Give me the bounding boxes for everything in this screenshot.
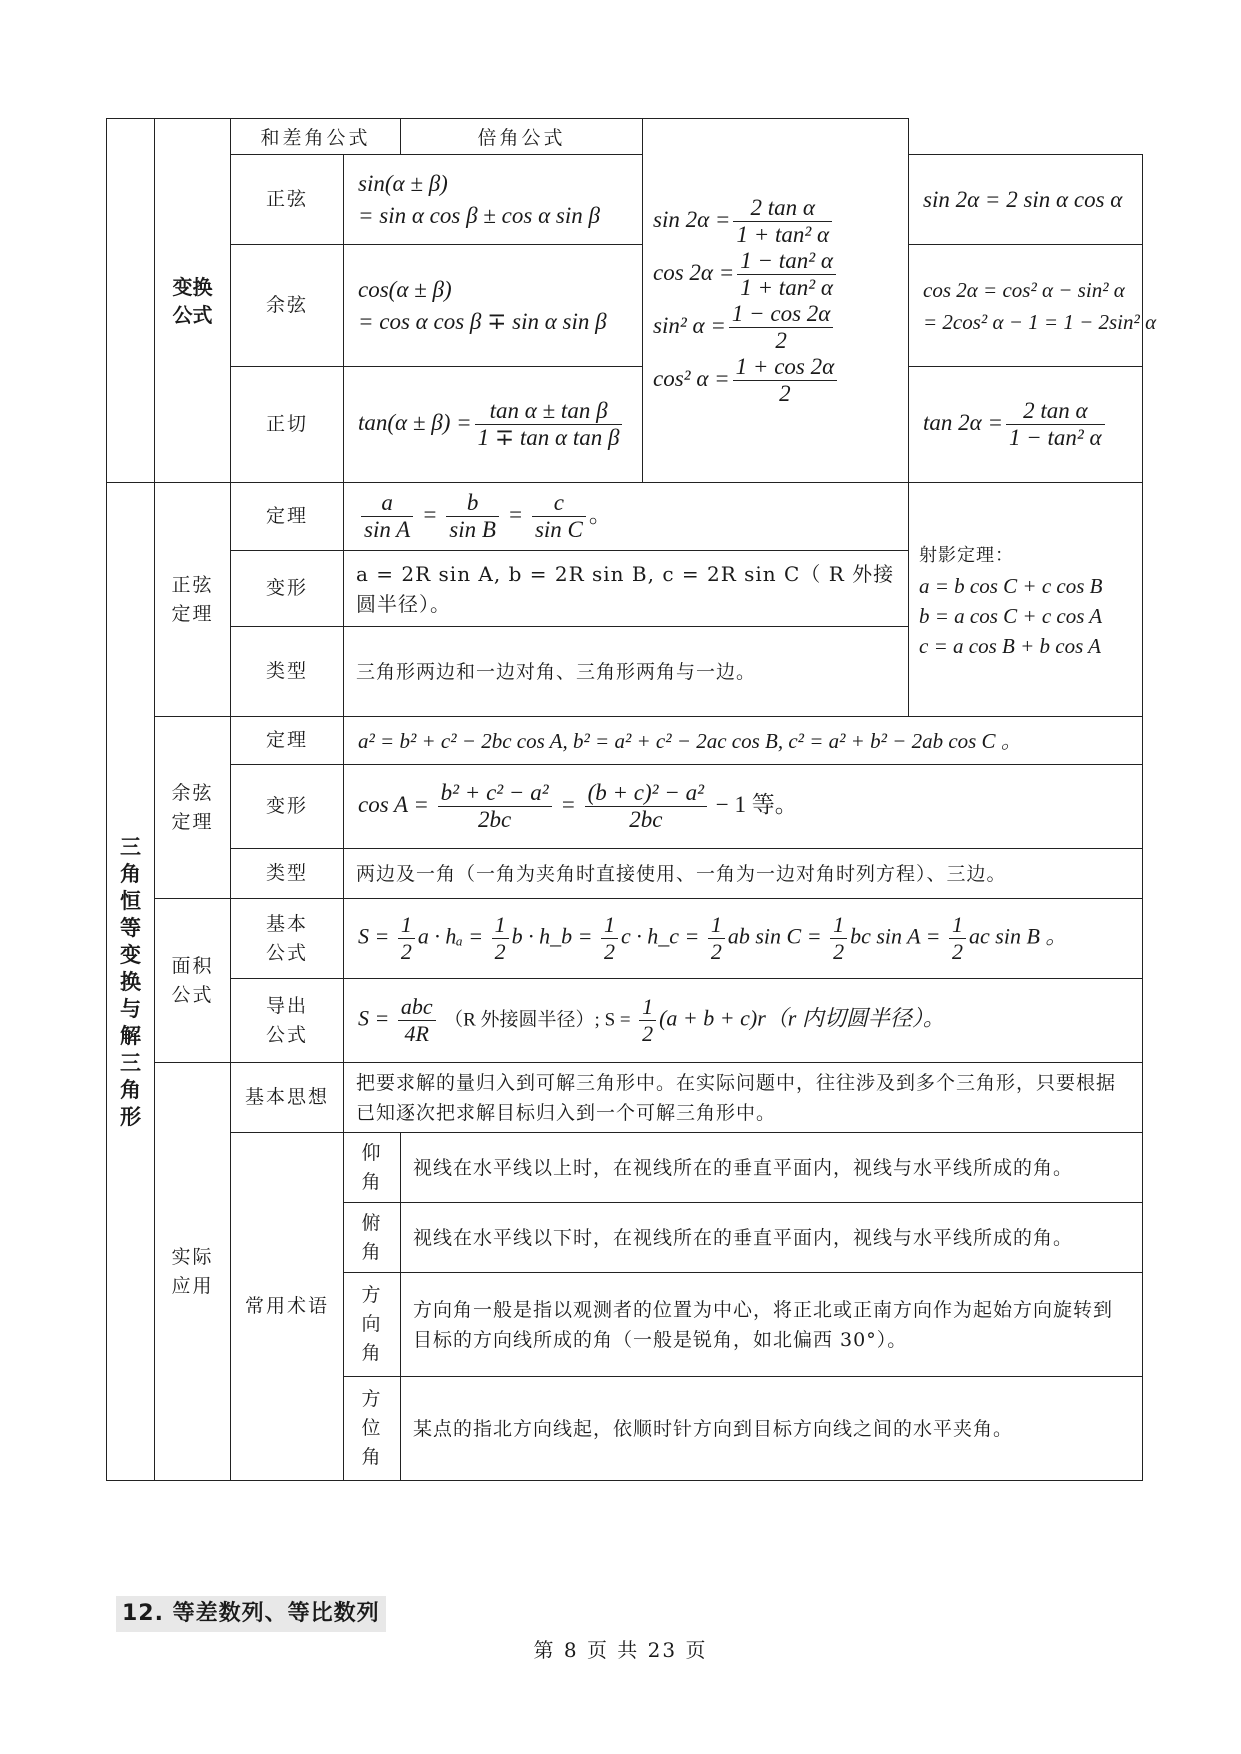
term-name-1: 仰角 bbox=[344, 1133, 401, 1203]
area-basic-formula: S = $\frac{1}{2}$ a · hₐ = $\frac{1}{2}$ b · h_b = $\frac{1}{2}$ c · h_c = $\frac{1}{2}$ ab sin C = $\frac{1}{2}$ bc sin A = $\frac{1}{2}$ ac sin B 。 bbox=[344, 899, 1143, 979]
vertical-title-char: 角 bbox=[120, 1077, 141, 1102]
row-label-cosine: 余弦 bbox=[231, 245, 344, 367]
term-desc-3: 方向角一般是指以观测者的位置为中心，将正北或正南方向作为起始方向旋转到目标的方向线所成的角（一般是锐角，如北偏西 30°）。 bbox=[401, 1273, 1143, 1377]
sine-theorem-formula: $\frac{a}{\text{sin A}}$ = $\frac{b}{\text{sin B}}$ = $\frac{c}{\text{sin C}}$ 。 bbox=[344, 483, 909, 551]
derived-1: sin 2α = $\frac{\text{2 tan α}}{\text{1 + tan² α}}$ bbox=[653, 195, 898, 248]
sine-double-formula: sin 2α = 2 sin α cos α bbox=[909, 155, 1143, 245]
area-derived-formula: S = $\frac{\text{abc}}{4R}$ （R 外接圆半径）; S = $\frac{1}{2}$ (a + b + c)r（r 内切圆半径）。 bbox=[344, 979, 1143, 1063]
cosine-variant-label: 变形 bbox=[231, 765, 344, 849]
blank-cell bbox=[107, 119, 155, 483]
derived-double-angle bbox=[643, 119, 909, 483]
sine-variant-text: a = 2R sin A, b = 2R sin B, c = 2R sin C（ R 外接圆半径）。 bbox=[344, 551, 909, 627]
cosine-variant-formula: cos A = $\frac{\text{b² + c² − a²}}{2bc}$ = $\frac{\text{(b + c)² − a²}}{2bc}$ − 1 等。 bbox=[344, 765, 1143, 849]
vertical-title-char: 角 bbox=[120, 861, 141, 886]
cosine-theorem-formula: a² = b² + c² − 2bc cos A, b² = a² + c² − 2ac cos B, c² = a² + b² − 2ab cos C 。 bbox=[344, 717, 1143, 765]
application-label: 实际应用 bbox=[155, 1063, 231, 1481]
cosine-type-label: 类型 bbox=[231, 849, 344, 899]
derived-4: cos² α = $\frac{1 + \cos 2\alpha}{2}$ bbox=[653, 354, 898, 407]
tangent-double-formula: tan 2α = $\frac{\text{2 tan α}}{\text{1 − tan² α}}$ bbox=[909, 367, 1143, 483]
vertical-title-char: 变 bbox=[120, 942, 141, 967]
term-desc-4: 某点的指北方向线起，依顺时针方向到目标方向线之间的水平夹角。 bbox=[401, 1377, 1143, 1481]
terms-label: 常用术语 bbox=[231, 1133, 344, 1481]
sine-variant-label: 变形 bbox=[231, 551, 344, 627]
section-title: 12. 等差数列、等比数列 bbox=[116, 1596, 386, 1632]
area-basic-label: 基本公式 bbox=[231, 899, 344, 979]
tangent-sum-formula: tan(α ± β) = $\frac{\text{tan α ± tan β}}{\text{1 ∓ tan α tan β}}$ bbox=[344, 367, 643, 483]
area-derived-label: 导出公式 bbox=[231, 979, 344, 1063]
cosine-law-label: 余弦定理 bbox=[155, 717, 231, 899]
term-desc-2: 视线在水平线以下时，在视线所在的垂直平面内，视线与水平线所成的角。 bbox=[401, 1203, 1143, 1273]
cosine-sum-formula: cos(α ± β) = cos α cos β ∓ sin α sin β bbox=[344, 245, 643, 367]
cosine-theorem-label: 定理 bbox=[231, 717, 344, 765]
vertical-title-char: 与 bbox=[120, 996, 141, 1021]
header-sum: 和差角公式 bbox=[231, 119, 401, 155]
sine-theorem-label: 定理 bbox=[231, 483, 344, 551]
term-name-2: 俯角 bbox=[344, 1203, 401, 1273]
row-label-sine: 正弦 bbox=[231, 155, 344, 245]
vertical-title-char: 等 bbox=[120, 915, 141, 940]
term-desc-1: 视线在水平线以上时，在视线所在的垂直平面内，视线与水平线所成的角。 bbox=[401, 1133, 1143, 1203]
derived-3: sin² α = $\frac{1 - \cos 2\alpha}{2}$ bbox=[653, 301, 898, 354]
transform-group-text: 变换公式 bbox=[172, 274, 213, 327]
vertical-title-char: 三 bbox=[120, 834, 141, 859]
triangle-vertical-title bbox=[107, 483, 155, 1481]
sine-type-label: 类型 bbox=[231, 627, 344, 717]
idea-label: 基本思想 bbox=[231, 1063, 344, 1133]
area-label: 面积公式 bbox=[155, 899, 231, 1063]
cosine-double-formula: cos 2α = cos² α − sin² α = 2cos² α − 1 = 1 − 2sin² α bbox=[909, 245, 1143, 367]
term-name-3: 方向角 bbox=[344, 1273, 401, 1377]
vertical-title-char: 三 bbox=[120, 1050, 141, 1075]
formula-table bbox=[106, 118, 1157, 1481]
derived-2: cos 2α = $\frac{\text{1 − tan² α}}{\text{1 + tan² α}}$ bbox=[653, 248, 898, 301]
page-footer: 第 8 页 共 23 页 bbox=[533, 1638, 708, 1662]
derived-stack bbox=[653, 195, 898, 407]
sine-sum-formula: sin(α ± β) = sin α cos β ± cos α sin β bbox=[344, 155, 643, 245]
projection-theorem: 射影定理： a = b cos C + c cos B b = a cos C + c cos A c = a cos B + b cos A bbox=[909, 483, 1143, 717]
cosine-type-text: 两边及一角（一角为夹角时直接使用、一角为一边对角时列方程）、三边。 bbox=[344, 849, 1143, 899]
sine-type-text: 三角形两边和一边对角、三角形两角与一边。 bbox=[344, 627, 909, 717]
vertical-title-char: 换 bbox=[120, 969, 141, 994]
vertical-title-char: 恒 bbox=[120, 888, 141, 913]
vertical-title-char: 解 bbox=[120, 1023, 141, 1048]
vertical-title-char: 形 bbox=[120, 1104, 141, 1129]
row-label-tangent: 正切 bbox=[231, 367, 344, 483]
term-name-4: 方位角 bbox=[344, 1377, 401, 1481]
sine-law-label: 正弦定理 bbox=[155, 483, 231, 717]
idea-text: 把要求解的量归入到可解三角形中。在实际问题中，往往涉及到多个三角形，只要根据已知逐次把求解目标归入到一个可解三角形中。 bbox=[344, 1063, 1143, 1133]
transform-group-label bbox=[155, 119, 231, 483]
header-double: 倍角公式 bbox=[401, 119, 643, 155]
